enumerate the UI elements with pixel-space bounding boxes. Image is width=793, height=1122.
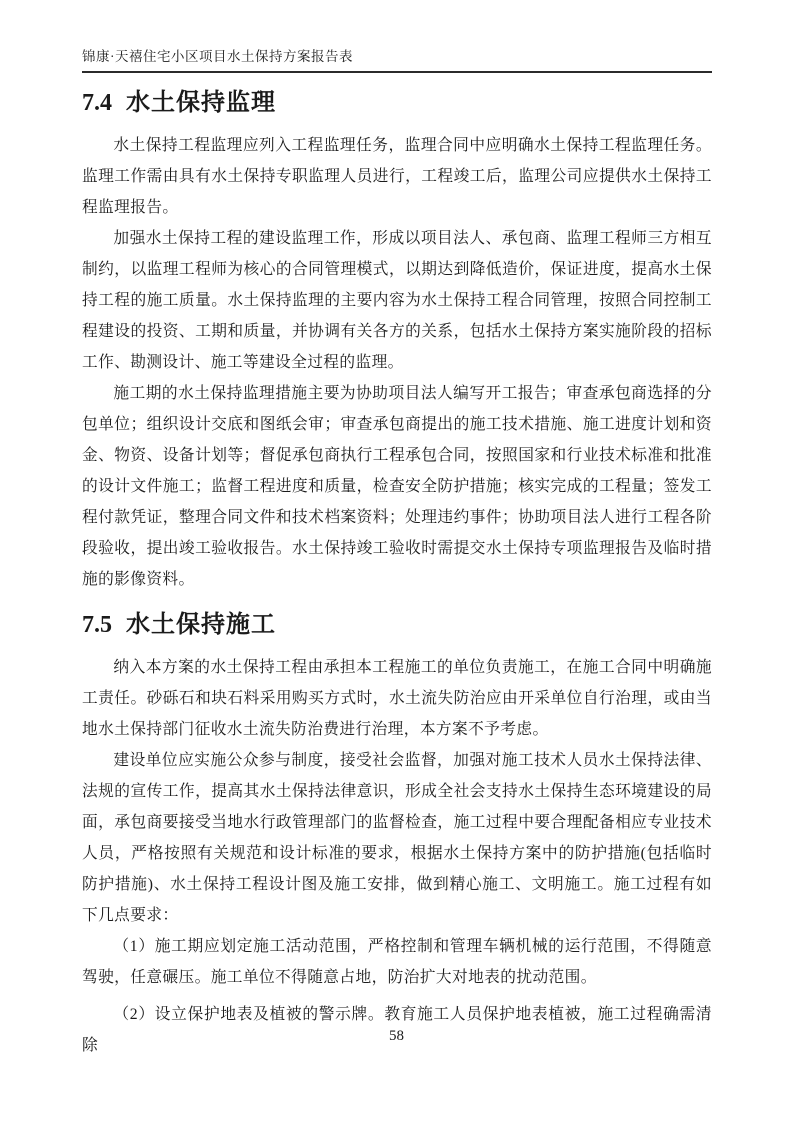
page-number: 58 xyxy=(389,1028,404,1044)
section-number: 7.5 xyxy=(82,612,112,638)
section-title: 水土保持施工 xyxy=(126,612,276,638)
list-item-paragraph-2: （2）设立保护地表及植被的警示牌。教育施工人员保护地表植被，施工过程确需清除 xyxy=(82,1006,712,1054)
paragraph: 加强水土保持工程的建设监理工作，形成以项目法人、承包商、监理工程师三方相互制约，以监理工程师为核心的合同管理模式，以期达到降低造价，保证进度，提高水土保持工程的施工质量。水土保持监理的主要内容为水土保持工程合同管理，按照合同控制工程建设的投资、工期和质量，并协调有关各方的关系，包括水土保持方案实施阶段的招标工作、勘测设计、施工等建设全过程的监理。 xyxy=(82,230,712,371)
paragraph: 施工期的水土保持监理措施主要为协助项目法人编写开工报告；审查承包商选择的分包单位；组织设计交底和图纸会审；审查承包商提出的施工技术措施、施工进度计划和资金、物资、设备计划等；督促承包商执行工程承包合同，按照国家和行业技术标准和批准的设计文件施工；监督工程进度和质量，检查安全防护措施；核实完成的工程量；签发工程付款凭证，整理合同文件和技术档案资料；处理违约事件；协助项目法人进行工程各阶段验收，提出竣工验收报告。水土保持竣工验收时需提交水土保持专项监理报告及临时措施的影像资料。 xyxy=(82,385,712,588)
section-title: 水土保持监理 xyxy=(126,90,276,116)
paragraph: 建设单位应实施公众参与制度，接受社会监督，加强对施工技术人员水土保持法律、法规的宣传工作，提高其水土保持法律意识，形成全社会支持水土保持生态环境建设的局面，承包商要接受当地水行政管理部门的监督检查，施工过程中要合理配备相应专业技术人员，严格按照有关规范和设计标准的要求，根据水土保持方案中的防护措施(包括临时防护措施)、水土保持工程设计图及施工安排，做到精心施工、文明施工。施工过程有如下几点要求： xyxy=(82,752,712,924)
section-heading-7-4 xyxy=(82,88,712,118)
list-item-paragraph-1: （1）施工期应划定施工活动范围，严格控制和管理车辆机械的运行范围，不得随意驾驶，任意碾压。施工单位不得随意占地，防治扩大对地表的扰动范围。 xyxy=(82,938,712,986)
running-header: 锦康·天禧住宅小区项目水土保持方案报告表 xyxy=(82,48,712,73)
paragraph: 水土保持工程监理应列入工程监理任务，监理合同中应明确水土保持工程监理任务。监理工作需由具有水土保持专职监理人员进行，工程竣工后，监理公司应提供水土保持工程监理报告。 xyxy=(82,137,712,216)
section-heading-7-5 xyxy=(82,610,712,640)
paragraph: 纳入本方案的水土保持工程由承担本工程施工的单位负责施工，在施工合同中明确施工责任。砂砾石和块石料采用购买方式时，水土流失防治应由开采单位自行治理，或由当地水土保持部门征收水土流失防治费进行治理，本方案不予考虑。 xyxy=(82,659,712,738)
section-number: 7.4 xyxy=(82,90,112,116)
